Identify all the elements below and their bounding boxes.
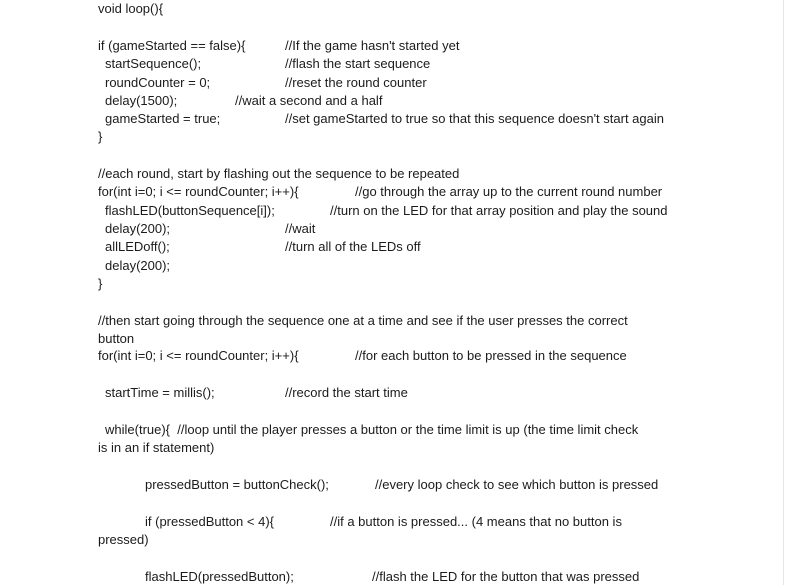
page-edge [783,0,784,585]
code-line-while-wrap: is in an if statement) [98,440,215,455]
code-line-flash-led-pressed: flashLED(pressedButton); [145,569,294,584]
code-line-close-brace-2: } [98,276,103,291]
code-line-void-loop: void loop(){ [98,1,164,16]
code-line-for-loop-flash: for(int i=0; i <= roundCounter; i++){ [98,184,299,199]
code-line-if-pressed: if (pressedButton < 4){ [145,514,274,529]
code-line-delay-1500: delay(1500); [105,93,178,108]
code-line-while-true: while(true){ //loop until the player presses a button or the time limit is up (the time limit check [105,422,639,437]
comment-flash-led-sequence: //turn on the LED for that array position and play the sound [330,203,668,218]
comment-line-pressed-wrap: pressed) [98,532,149,547]
comment-start-sequence: //flash the start sequence [285,56,431,71]
code-line-all-led-off: allLEDoff(); [105,239,170,254]
code-line-flash-led-sequence: flashLED(buttonSequence[i]); [105,203,275,218]
code-line-delay-200-a: delay(200); [105,221,171,236]
comment-game-started-true: //set gameStarted to true so that this sequence doesn't start again [285,111,664,126]
code-line-close-brace: } [98,129,103,144]
comment-if-pressed: //if a button is pressed... (4 means that no button is [330,514,622,529]
code-line-game-started-true: gameStarted = true; [105,111,221,126]
comment-delay-1500: //wait a second and a half [235,93,383,108]
code-line-for-loop-check: for(int i=0; i <= roundCounter; i++){ [98,348,299,363]
code-line-start-sequence: startSequence(); [105,56,202,71]
code-line-pressed-button: pressedButton = buttonCheck(); [145,477,329,492]
comment-pressed-button: //every loop check to see which button is pressed [375,477,659,492]
comment-flash-led-pressed: //flash the LED for the button that was pressed [372,569,640,584]
code-line-if-game-started: if (gameStarted == false){ [98,38,246,53]
code-line-round-counter: roundCounter = 0; [105,75,211,90]
comment-round-counter: //reset the round counter [285,75,427,90]
code-line-delay-200-b: delay(200); [105,258,171,273]
comment-for-loop-check: //for each button to be pressed in the sequence [355,348,627,363]
code-line-start-time: startTime = millis(); [105,385,215,400]
comment-line-then-start: //then start going through the sequence one at a time and see if the user presses the correct [98,313,628,328]
comment-for-loop-flash: //go through the array up to the current round number [355,184,663,199]
comment-all-led-off: //turn all of the LEDs off [285,239,421,254]
comment-line-each-round: //each round, start by flashing out the sequence to be repeated [98,166,460,181]
comment-line-button-wrap: button [98,331,135,346]
comment-if-game-started: //If the game hasn't started yet [285,38,460,53]
comment-start-time: //record the start time [285,385,408,400]
comment-delay-200-a: //wait [285,221,316,236]
